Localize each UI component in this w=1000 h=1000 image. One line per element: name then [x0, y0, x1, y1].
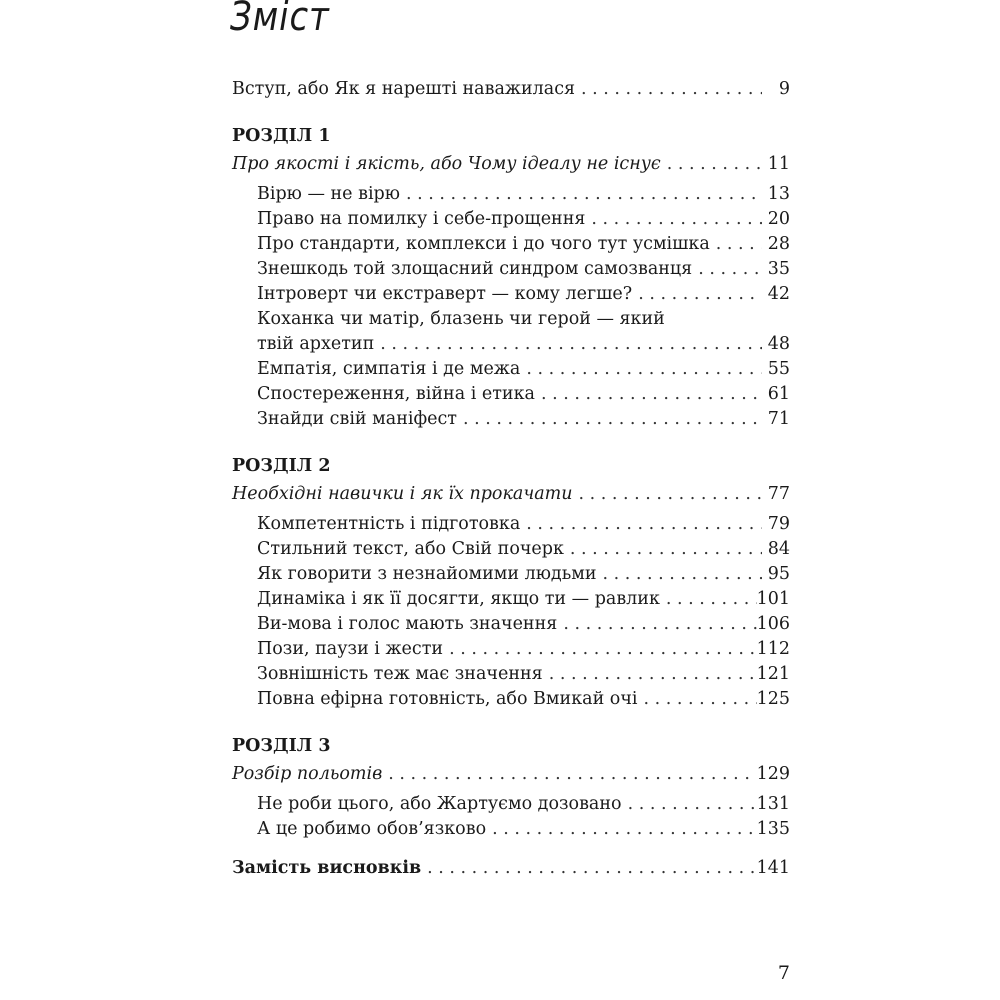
toc-entry[interactable] [232, 612, 790, 637]
page-title: Зміст [230, 0, 330, 40]
entry-page: 101 [756, 589, 790, 609]
entry-title: Компетентність і підготовка [257, 514, 521, 534]
entry-title: А це робимо обов’язково [257, 819, 487, 839]
toc-entry[interactable] [232, 357, 790, 382]
dot-leader [443, 637, 757, 662]
entry-page: 48 [767, 334, 790, 354]
entry-page: 129 [756, 764, 790, 784]
entry-title: Про стандарти, комплекси і до чого тут усмішка [257, 234, 710, 254]
entry-title: Замість висновків [232, 858, 422, 878]
dot-leader [597, 562, 762, 587]
entry-title: Знешкодь той злощасний синдром самозванця [257, 259, 693, 279]
toc-entry-section-main[interactable] [232, 482, 790, 507]
dot-leader [382, 762, 756, 787]
toc-entry[interactable] [232, 382, 790, 407]
dot-leader [622, 792, 757, 817]
entry-page: 61 [767, 384, 790, 404]
toc-entry[interactable] [232, 282, 790, 307]
entry-page: 42 [767, 284, 790, 304]
entry-page: 13 [767, 184, 790, 204]
entry-title: Розбір польотів [232, 764, 383, 784]
toc-entry[interactable] [232, 207, 790, 232]
entry-page: 11 [767, 154, 790, 174]
entry-title: Вірю — не вірю [257, 184, 400, 204]
toc-entry[interactable] [232, 407, 790, 432]
toc-entry[interactable] [232, 182, 790, 207]
entry-page: 20 [767, 209, 790, 229]
entry-title: Зовнішність теж має значення [257, 664, 543, 684]
entry-title: твій архетип [257, 334, 375, 354]
entry-page: 131 [756, 794, 790, 814]
toc-entry[interactable] [232, 637, 790, 662]
section-heading: РОЗДІЛ 2 [232, 456, 331, 476]
toc-entry-section-main[interactable] [232, 152, 790, 177]
dot-leader [692, 257, 762, 282]
toc-entry[interactable] [232, 792, 790, 817]
section-heading: РОЗДІЛ 3 [232, 736, 331, 756]
entry-title: Необхідні навички і як їх прокачати [232, 484, 573, 504]
entry-page: 79 [767, 514, 790, 534]
entry-title: Емпатія, симпатія і де межа [257, 359, 521, 379]
dot-leader [520, 512, 762, 537]
dot-leader [575, 77, 762, 102]
entry-title: Ви-мова і голос мають значення [257, 614, 558, 634]
entry-page: 84 [767, 539, 790, 559]
dot-leader [564, 537, 762, 562]
toc-entry-intro[interactable] [232, 77, 790, 102]
entry-title: Стильний текст, або Свій почерк [257, 539, 564, 559]
dot-leader [632, 282, 762, 307]
dot-leader [557, 612, 756, 637]
entry-page: 141 [756, 858, 790, 878]
entry-page: 106 [756, 614, 790, 634]
dot-leader [486, 817, 756, 842]
entry-page: 28 [767, 234, 790, 254]
entry-page: 112 [756, 639, 790, 659]
page-number: 7 [777, 962, 790, 984]
toc-entry-conclusion[interactable] [232, 856, 790, 881]
entry-page: 121 [756, 664, 790, 684]
dot-leader [535, 382, 762, 407]
toc-entry[interactable] [232, 662, 790, 687]
toc-entry-section-main[interactable] [232, 762, 790, 787]
dot-leader [543, 662, 757, 687]
entry-page: 95 [767, 564, 790, 584]
entry-title: Повна ефірна готовність, або Вмикай очі [257, 689, 638, 709]
entry-title-line1: Коханка чи матір, блазень чи герой — який [257, 309, 665, 329]
entry-title: Спостереження, війна і етика [257, 384, 535, 404]
dot-leader [638, 687, 757, 712]
dot-leader [520, 357, 762, 382]
entry-page: 9 [778, 79, 790, 99]
entry-title: Знайди свій маніфест [257, 409, 457, 429]
entry-title: Інтроверт чи екстраверт — кому легше? [257, 284, 633, 304]
section-heading: РОЗДІЛ 1 [232, 126, 331, 146]
entry-title: Як говорити з незнайомими людьми [257, 564, 597, 584]
entry-title: Динаміка і як її досягти, якщо ти — равлик [257, 589, 660, 609]
table-of-contents [232, 77, 790, 881]
entry-page: 135 [756, 819, 790, 839]
toc-entry[interactable] [232, 687, 790, 712]
toc-entry[interactable] [232, 562, 790, 587]
entry-title: Вступ, або Як я нарешті наважилася [232, 79, 576, 99]
dot-leader [661, 152, 762, 177]
entry-page: 55 [767, 359, 790, 379]
dot-leader [400, 182, 762, 207]
dot-leader [421, 856, 756, 881]
entry-title: Право на помилку і себе-прощення [257, 209, 586, 229]
dot-leader [585, 207, 762, 232]
entry-page: 35 [767, 259, 790, 279]
toc-entry[interactable] [232, 512, 790, 537]
entry-title: Про якості і якість, або Чому ідеалу не існує [232, 154, 661, 174]
entry-page: 77 [767, 484, 790, 504]
dot-leader [660, 587, 757, 612]
entry-page: 125 [756, 689, 790, 709]
dot-leader [374, 332, 762, 357]
entry-page: 71 [767, 409, 790, 429]
dot-leader [457, 407, 762, 432]
toc-entry[interactable] [232, 817, 790, 842]
toc-entry[interactable] [232, 332, 790, 357]
toc-entry[interactable] [232, 257, 790, 282]
toc-entry-line[interactable] [232, 307, 790, 332]
dot-leader [710, 232, 762, 257]
entry-title: Не роби цього, або Жартуємо дозовано [257, 794, 622, 814]
toc-entry[interactable] [232, 587, 790, 612]
toc-entry[interactable] [232, 537, 790, 562]
toc-entry[interactable] [232, 232, 790, 257]
dot-leader [573, 482, 762, 507]
entry-title: Пози, паузи і жести [257, 639, 444, 659]
